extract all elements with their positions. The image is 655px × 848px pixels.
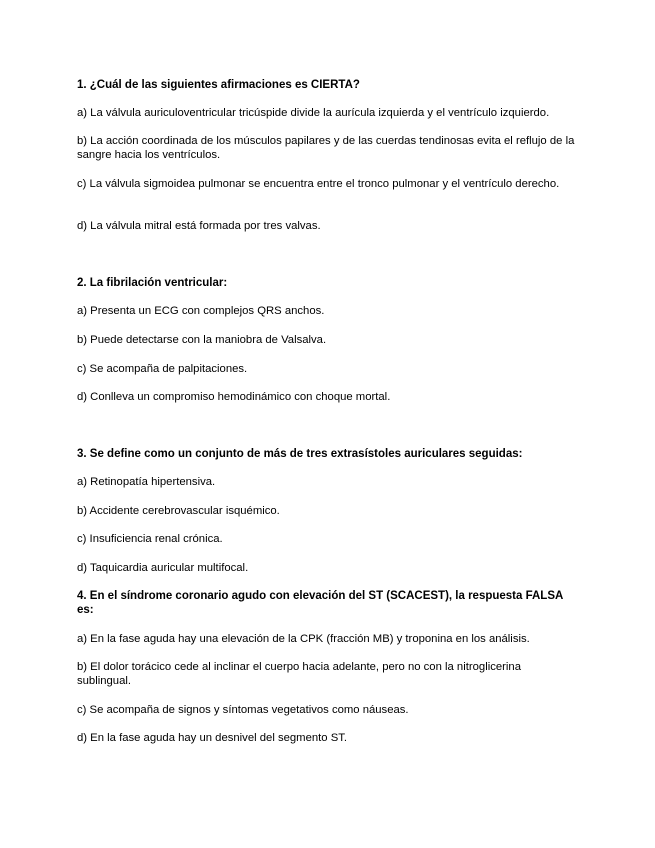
question-2-title: 2. La fibrilación ventricular: bbox=[77, 277, 228, 289]
question-4-option-d: d) En la fase aguda hay un desnivel del segmento ST. bbox=[77, 732, 348, 744]
question-4-title: 4. En el síndrome coronario agudo con elevación del ST (SCACEST), la respuesta FALSA es: bbox=[77, 590, 563, 616]
question-2-option-c: c) Se acompaña de palpitaciones. bbox=[77, 363, 248, 375]
question-3-option-c: c) Insuficiencia renal crónica. bbox=[77, 533, 223, 545]
question-1-option-c: c) La válvula sigmoidea pulmonar se encuentra entre el tronco pulmonar y el ventrículo derecho. bbox=[77, 178, 560, 190]
question-1-option-a: a) La válvula auriculoventricular tricúspide divide la aurícula izquierda y el ventrículo izquierdo. bbox=[77, 107, 550, 119]
question-4-option-a: a) En la fase aguda hay una elevación de la CPK (fracción MB) y troponina en los análisis. bbox=[77, 633, 530, 645]
question-3-option-b: b) Accidente cerebrovascular isquémico. bbox=[77, 505, 280, 517]
question-2-option-d: d) Conlleva un compromiso hemodinámico con choque mortal. bbox=[77, 391, 391, 403]
question-3-option-a: a) Retinopatía hipertensiva. bbox=[77, 476, 216, 488]
question-3-option-d: d) Taquicardia auricular multifocal. bbox=[77, 562, 249, 574]
question-1-option-d: d) La válvula mitral está formada por tres valvas. bbox=[77, 220, 321, 232]
question-4-option-c: c) Se acompaña de signos y síntomas vegetativos como náuseas. bbox=[77, 704, 409, 716]
question-1-option-b: b) La acción coordinada de los músculos papilares y de las cuerdas tendinosas evita el reflujo de la sangre hacia los ventrículos. bbox=[77, 135, 575, 161]
question-1-title: 1. ¿Cuál de las siguientes afirmaciones es CIERTA? bbox=[77, 79, 360, 91]
question-2-option-a: a) Presenta un ECG con complejos QRS anchos. bbox=[77, 305, 325, 317]
question-3-title: 3. Se define como un conjunto de más de tres extrasístoles auriculares seguidas: bbox=[77, 448, 523, 460]
question-2-option-b: b) Puede detectarse con la maniobra de Valsalva. bbox=[77, 334, 327, 346]
question-4-option-b: b) El dolor torácico cede al inclinar el cuerpo hacia adelante, pero no con la nitroglicerina sublingual. bbox=[77, 661, 521, 687]
